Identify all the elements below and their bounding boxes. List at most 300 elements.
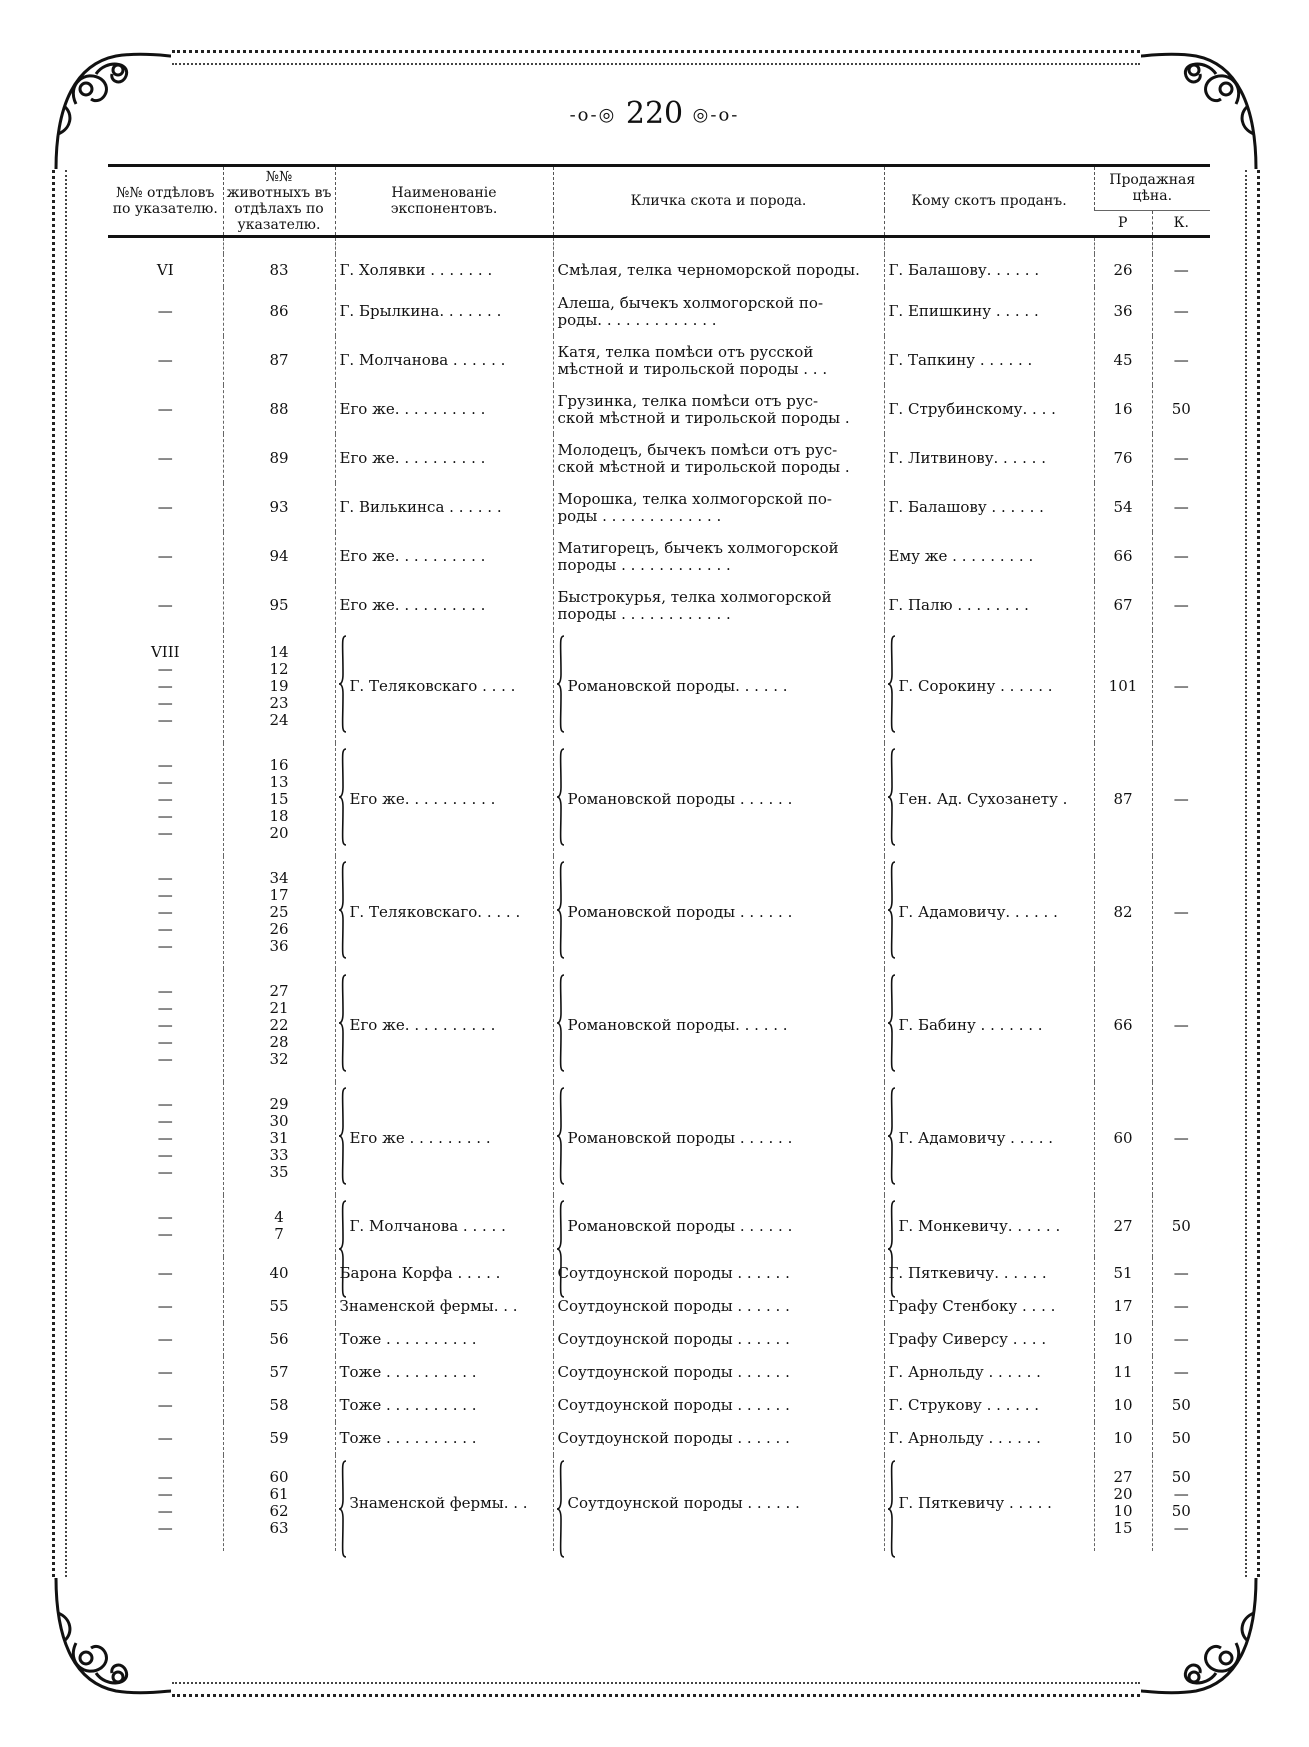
brace-icon [338, 860, 348, 960]
section-cell [108, 743, 223, 856]
section-cell-line: — [157, 694, 173, 712]
price-kopecks-cell-line: — [1173, 1363, 1189, 1381]
table-row [108, 434, 1210, 483]
name-breed-line: роды. . . . . . . . . . . . . [557, 310, 717, 329]
section-cell [108, 581, 223, 630]
buyer-cell [884, 1257, 1094, 1290]
buyer-cell [884, 630, 1094, 743]
buyer-cell-text: Г. Литвинову. . . . . . [888, 449, 1046, 467]
table-row [108, 1455, 1210, 1551]
buyer-cell-text: Графу Сиверсу . . . . [888, 1330, 1047, 1348]
name-breed-cell [553, 743, 884, 856]
section-cell-line: — [157, 1485, 173, 1503]
brace-icon [338, 1459, 348, 1559]
animal-number-cell [223, 254, 335, 287]
price-rubles-cell [1094, 743, 1152, 856]
price-rubles-cell [1094, 532, 1152, 581]
price-kopecks-cell [1152, 336, 1210, 385]
price-kopecks-cell-line: — [1173, 261, 1189, 279]
buyer-cell-text: Г. Арнольду . . . . . . [888, 1363, 1041, 1381]
exhibitor-cell [335, 1422, 553, 1455]
buyer-cell-text: Г. Пяткевичу. . . . . . [888, 1264, 1047, 1282]
buyer-cell-text: Г. Балашову. . . . . . [888, 261, 1040, 279]
section-cell-line: — [157, 1519, 173, 1537]
table-row [108, 1422, 1210, 1455]
animal-number-cell-line: 63 [269, 1519, 289, 1537]
animal-number-cell [223, 1455, 335, 1551]
buyer-cell [884, 1356, 1094, 1389]
brace-icon [556, 1199, 566, 1299]
section-cell-line: — [157, 1033, 173, 1051]
price-kopecks-cell [1152, 483, 1210, 532]
animal-number-cell-line: 83 [269, 261, 289, 279]
name-breed-line: Грузинка, телка помѣси отъ рус- [557, 391, 819, 410]
name-breed-line: Соутдоунской породы . . . . . . [567, 1493, 800, 1512]
animal-number-cell [223, 532, 335, 581]
price-kopecks-cell [1152, 254, 1210, 287]
price-kopecks-cell-line: — [1173, 903, 1189, 921]
section-cell [108, 1323, 223, 1356]
animal-number-cell-line: 29 [269, 1095, 289, 1113]
price-rubles-cell [1094, 581, 1152, 630]
name-breed-line: Соутдоунской породы . . . . . . [557, 1297, 790, 1315]
header-rubles: Р [1094, 210, 1152, 236]
table-body [108, 237, 1210, 1552]
animal-number-cell-line: 89 [269, 449, 289, 467]
buyer-cell [884, 1422, 1094, 1455]
exhibitor-cell [335, 1082, 553, 1195]
animal-number-cell [223, 630, 335, 743]
section-cell-line: — [157, 1363, 173, 1381]
section-cell [108, 385, 223, 434]
exhibitor-cell [335, 581, 553, 630]
section-cell-line: — [157, 1225, 173, 1243]
price-rubles-cell-line: 27 [1113, 1468, 1133, 1486]
table-row [108, 336, 1210, 385]
section-cell-line: — [157, 1016, 173, 1034]
price-kopecks-cell-line: — [1173, 449, 1189, 467]
price-rubles-cell-line: 87 [1113, 790, 1133, 808]
price-kopecks-cell [1152, 1290, 1210, 1323]
buyer-cell-text: Г. Епишкину . . . . . [888, 302, 1039, 320]
animal-number-cell-line: 26 [269, 920, 289, 938]
animal-number-cell [223, 1422, 335, 1455]
name-breed-cell [553, 1422, 884, 1455]
animal-number-cell-line: 60 [269, 1468, 289, 1486]
animal-number-cell-line: 34 [269, 869, 289, 887]
price-rubles-cell [1094, 1323, 1152, 1356]
section-cell-line: — [157, 1208, 173, 1226]
name-breed-cell [553, 969, 884, 1082]
section-cell-line: — [157, 824, 173, 842]
buyer-cell-text: Г. Тапкину . . . . . . [888, 351, 1033, 369]
table-row [108, 483, 1210, 532]
name-breed-line: Соутдоунской породы . . . . . . [557, 1330, 790, 1348]
animal-number-cell [223, 1082, 335, 1195]
name-breed-line: породы . . . . . . . . . . . . [557, 555, 731, 574]
animal-number-cell-line: 62 [269, 1502, 289, 1520]
table-row [108, 1257, 1210, 1290]
animal-number-cell-line: 59 [269, 1429, 289, 1447]
table-row [108, 630, 1210, 743]
exhibitor-cell-text: Г. Молчанова . . . . . . [339, 351, 506, 369]
exhibitor-cell [335, 1356, 553, 1389]
name-breed-line: Соутдоунской породы . . . . . . [557, 1363, 790, 1381]
price-rubles-cell-line: 66 [1113, 1016, 1133, 1034]
name-breed-cell [553, 1257, 884, 1290]
animal-number-cell [223, 1389, 335, 1422]
price-kopecks-cell-line: — [1173, 1129, 1189, 1147]
exhibitor-cell-text: Его же . . . . . . . . . [349, 1129, 491, 1147]
animal-number-cell [223, 743, 335, 856]
brace-icon [887, 1459, 897, 1559]
section-cell-line: VIII [150, 643, 180, 661]
animal-number-cell-line: 86 [269, 302, 289, 320]
buyer-cell-text: Г. Монкевичу. . . . . . [898, 1216, 1061, 1235]
price-rubles-cell-line: 45 [1113, 351, 1133, 369]
price-kopecks-cell [1152, 743, 1210, 856]
price-rubles-cell-line: 67 [1113, 596, 1133, 614]
price-rubles-cell [1094, 385, 1152, 434]
brace-icon [556, 973, 566, 1073]
section-cell [108, 1195, 223, 1257]
animal-number-cell-line: 28 [269, 1033, 289, 1051]
animal-number-cell-line: 33 [269, 1146, 289, 1164]
name-breed-line: Соутдоунской породы . . . . . . [557, 1264, 790, 1282]
buyer-cell [884, 254, 1094, 287]
section-cell-line: — [157, 903, 173, 921]
animal-number-cell-line: 18 [269, 807, 289, 825]
buyer-cell [884, 287, 1094, 336]
section-cell-line: — [157, 498, 173, 516]
buyer-cell [884, 385, 1094, 434]
section-cell-line: VI [156, 261, 174, 279]
exhibitor-cell-text: Г. Холявки . . . . . . . [339, 261, 493, 279]
section-cell-line: — [157, 351, 173, 369]
table-row [108, 1195, 1210, 1257]
buyer-cell [884, 532, 1094, 581]
name-breed-line: роды . . . . . . . . . . . . . [557, 506, 722, 525]
buyer-cell-text: Г. Балашову . . . . . . [888, 498, 1044, 516]
buyer-cell-text: Г. Палю . . . . . . . . [888, 596, 1029, 614]
price-kopecks-cell-line: — [1173, 1519, 1189, 1537]
name-breed-line: Романовской породы. . . . . . [567, 1016, 788, 1034]
exhibitor-cell-text: Тоже . . . . . . . . . . [339, 1330, 477, 1348]
price-rubles-cell [1094, 1290, 1152, 1323]
buyer-cell-text: Г. Пяткевичу . . . . . [898, 1493, 1052, 1512]
section-cell-line: — [157, 869, 173, 887]
price-kopecks-cell-line: — [1173, 547, 1189, 565]
exhibitor-cell [335, 1323, 553, 1356]
section-cell-line: — [157, 982, 173, 1000]
name-breed-line: Катя, телка помѣси отъ русской [557, 342, 814, 361]
buyer-cell-text: Г. Арнольду . . . . . . [888, 1429, 1041, 1447]
price-rubles-cell-line: 26 [1113, 261, 1133, 279]
section-cell [108, 630, 223, 743]
border-top [172, 50, 1140, 65]
name-breed-line: Романовской породы . . . . . . [567, 1129, 793, 1147]
price-rubles-cell [1094, 1195, 1152, 1257]
price-kopecks-cell [1152, 1257, 1210, 1290]
exhibitor-cell [335, 434, 553, 483]
buyer-cell-text: Г. Струбинскому. . . . [888, 400, 1056, 418]
buyer-cell [884, 434, 1094, 483]
section-cell-line: — [157, 937, 173, 955]
section-cell-line: — [157, 1146, 173, 1164]
buyer-cell [884, 581, 1094, 630]
table-row [108, 856, 1210, 969]
price-kopecks-cell-line: — [1173, 1297, 1189, 1315]
price-rubles-cell [1094, 856, 1152, 969]
buyer-cell [884, 1323, 1094, 1356]
animal-number-cell-line: 30 [269, 1112, 289, 1130]
table-row [108, 743, 1210, 856]
animal-number-cell [223, 1323, 335, 1356]
brace-icon [556, 860, 566, 960]
spacer-row [108, 237, 1210, 255]
animal-number-cell-line: 19 [269, 677, 289, 695]
price-rubles-cell-line: 66 [1113, 547, 1133, 565]
section-cell-line: — [157, 449, 173, 467]
price-kopecks-cell-line: — [1173, 596, 1189, 614]
price-kopecks-cell [1152, 1323, 1210, 1356]
animal-number-cell-line: 61 [269, 1485, 289, 1503]
animal-number-cell [223, 1257, 335, 1290]
animal-number-cell-line: 4 [274, 1208, 284, 1226]
buyer-cell [884, 1389, 1094, 1422]
price-kopecks-cell-line: — [1173, 790, 1189, 808]
section-cell-line: — [157, 660, 173, 678]
price-kopecks-cell-line: — [1173, 1485, 1189, 1503]
buyer-cell-text: Ему же . . . . . . . . . [888, 547, 1034, 565]
header-buyer: Кому скотъ проданъ. [884, 166, 1094, 237]
name-breed-line: Соутдоунской породы . . . . . . [557, 1429, 790, 1447]
animal-number-cell-line: 20 [269, 824, 289, 842]
name-breed-cell [553, 581, 884, 630]
exhibitor-cell-text: Тоже . . . . . . . . . . [339, 1396, 477, 1414]
price-rubles-cell-line: 27 [1113, 1216, 1133, 1235]
brace-icon [887, 1086, 897, 1186]
section-cell-line: — [157, 400, 173, 418]
animal-number-cell-line: 56 [269, 1330, 289, 1348]
section-cell [108, 1389, 223, 1422]
buyer-cell [884, 483, 1094, 532]
exhibitor-cell [335, 743, 553, 856]
price-rubles-cell-line: 10 [1113, 1502, 1133, 1520]
price-kopecks-cell [1152, 630, 1210, 743]
section-cell-line: — [157, 711, 173, 729]
price-kopecks-cell-line: 50 [1171, 1396, 1191, 1414]
section-cell-line: — [157, 302, 173, 320]
brace-icon [338, 634, 348, 734]
animal-number-cell-line: 88 [269, 400, 289, 418]
animal-number-cell-line: 15 [269, 790, 289, 808]
price-rubles-cell [1094, 1356, 1152, 1389]
price-rubles-cell [1094, 254, 1152, 287]
price-kopecks-cell-line: — [1173, 677, 1189, 695]
exhibitor-cell-text: Его же. . . . . . . . . . [339, 449, 486, 467]
exhibitor-cell-text: Тоже . . . . . . . . . . [339, 1363, 477, 1381]
exhibitor-cell-text: Тоже . . . . . . . . . . [339, 1429, 477, 1447]
name-breed-cell [553, 856, 884, 969]
section-cell-line: — [157, 1112, 173, 1130]
price-kopecks-cell-line: — [1173, 351, 1189, 369]
animal-number-cell [223, 1195, 335, 1257]
animal-number-cell [223, 385, 335, 434]
price-rubles-cell-line: 54 [1113, 498, 1133, 516]
header-name-breed: Кличка скота и порода. [553, 166, 884, 237]
exhibitor-cell-text: Г. Молчанова . . . . . [349, 1216, 506, 1235]
exhibitor-cell-text: Г. Теляковскаго . . . . [349, 677, 516, 695]
table-row [108, 969, 1210, 1082]
animal-number-cell-line: 23 [269, 694, 289, 712]
border-bottom [172, 1682, 1140, 1697]
name-breed-line: Романовской породы . . . . . . [567, 1216, 793, 1235]
table-row [108, 581, 1210, 630]
animal-number-cell-line: 31 [269, 1129, 289, 1147]
name-breed-cell [553, 1082, 884, 1195]
animal-number-cell-line: 16 [269, 756, 289, 774]
buyer-cell [884, 336, 1094, 385]
exhibitor-cell-text: Г. Теляковскаго. . . . . [349, 903, 521, 921]
animal-number-cell-line: 7 [274, 1225, 284, 1243]
exhibitor-cell-text: Знаменской фермы. . . [339, 1297, 518, 1315]
animal-number-cell-line: 94 [269, 547, 289, 565]
buyer-cell [884, 1455, 1094, 1551]
header-row [108, 166, 1210, 211]
name-breed-cell [553, 434, 884, 483]
section-cell [108, 969, 223, 1082]
section-cell [108, 1422, 223, 1455]
brace-icon [338, 1199, 348, 1299]
section-cell-line: — [157, 773, 173, 791]
animal-number-cell-line: 24 [269, 711, 289, 729]
animal-number-cell-line: 22 [269, 1016, 289, 1034]
brace-icon [887, 860, 897, 960]
price-kopecks-cell [1152, 969, 1210, 1082]
buyer-cell [884, 1082, 1094, 1195]
price-rubles-cell-line: 11 [1113, 1363, 1133, 1381]
animal-number-cell-line: 14 [269, 643, 289, 661]
animal-number-cell-line: 55 [269, 1297, 289, 1315]
section-cell-line: — [157, 1502, 173, 1520]
name-breed-cell [553, 336, 884, 385]
name-breed-cell [553, 254, 884, 287]
brace-icon [556, 1086, 566, 1186]
border-left [52, 170, 67, 1577]
section-cell-line: — [157, 1396, 173, 1414]
price-kopecks-cell [1152, 1455, 1210, 1551]
price-kopecks-cell [1152, 856, 1210, 969]
price-rubles-cell [1094, 287, 1152, 336]
animal-number-cell-line: 21 [269, 999, 289, 1017]
brace-icon [887, 747, 897, 847]
table-row [108, 385, 1210, 434]
price-kopecks-cell [1152, 434, 1210, 483]
section-cell [108, 287, 223, 336]
page-number-value: 220 [625, 96, 684, 131]
buyer-cell [884, 856, 1094, 969]
buyer-cell-text: Г. Сорокину . . . . . . [898, 677, 1053, 695]
price-kopecks-cell [1152, 1389, 1210, 1422]
price-kopecks-cell-line: — [1173, 302, 1189, 320]
brace-icon [338, 747, 348, 847]
animal-number-cell-line: 13 [269, 773, 289, 791]
price-rubles-cell-line: 10 [1113, 1396, 1133, 1414]
exhibitor-cell-text: Г. Брылкина. . . . . . . [339, 302, 502, 320]
section-cell-line: — [157, 1129, 173, 1147]
price-rubles-cell [1094, 1455, 1152, 1551]
section-cell [108, 254, 223, 287]
animal-number-cell [223, 1290, 335, 1323]
price-kopecks-cell [1152, 385, 1210, 434]
animal-number-cell [223, 969, 335, 1082]
price-rubles-cell [1094, 969, 1152, 1082]
brace-icon [338, 1086, 348, 1186]
price-rubles-cell [1094, 1082, 1152, 1195]
section-cell-line: — [157, 547, 173, 565]
header-section: №№ отдѣловъ по указателю. [108, 166, 223, 237]
exhibitor-cell-text: Его же. . . . . . . . . . [349, 790, 496, 808]
section-cell-line: — [157, 1468, 173, 1486]
price-kopecks-cell [1152, 532, 1210, 581]
name-breed-line: мѣстной и тирольской породы . . . [557, 359, 828, 378]
section-cell [108, 532, 223, 581]
name-breed-cell [553, 385, 884, 434]
table-row [108, 287, 1210, 336]
table-row [108, 1290, 1210, 1323]
section-cell [108, 1455, 223, 1551]
price-kopecks-cell-line: — [1173, 1016, 1189, 1034]
exhibitor-cell-text: Знаменской фермы. . . [349, 1493, 528, 1512]
brace-icon [887, 973, 897, 1073]
section-cell [108, 483, 223, 532]
section-cell [108, 336, 223, 385]
exhibitor-cell [335, 630, 553, 743]
exhibitor-cell [335, 969, 553, 1082]
animal-number-cell-line: 27 [269, 982, 289, 1000]
name-breed-line: Морошка, телка холмогорской по- [557, 489, 832, 508]
price-kopecks-cell-line: 50 [1171, 400, 1191, 418]
price-rubles-cell [1094, 434, 1152, 483]
table-row [108, 1389, 1210, 1422]
exhibitor-cell-text: Его же. . . . . . . . . . [339, 547, 486, 565]
price-kopecks-cell [1152, 1082, 1210, 1195]
buyer-cell-text: Г. Адамовичу . . . . . [898, 1129, 1054, 1147]
table-row [108, 254, 1210, 287]
brace-icon [887, 1199, 897, 1299]
animal-number-cell [223, 581, 335, 630]
price-rubles-cell-line: 76 [1113, 449, 1133, 467]
price-rubles-cell-line: 82 [1113, 903, 1133, 921]
animal-number-cell-line: 40 [269, 1264, 289, 1282]
animal-number-cell-line: 87 [269, 351, 289, 369]
price-rubles-cell-line: 101 [1108, 677, 1138, 695]
name-breed-line: породы . . . . . . . . . . . . [557, 604, 731, 623]
exhibitor-cell [335, 856, 553, 969]
table-row [108, 1082, 1210, 1195]
buyer-cell-text: Г. Адамовичу. . . . . . [898, 903, 1058, 921]
name-breed-cell [553, 1323, 884, 1356]
border-right [1245, 170, 1260, 1577]
price-rubles-cell-line: 20 [1113, 1485, 1133, 1503]
exhibitor-cell [335, 336, 553, 385]
name-breed-line: Быстрокурья, телка холмогорской [557, 587, 832, 606]
section-cell [108, 434, 223, 483]
exhibitor-cell [335, 1290, 553, 1323]
name-breed-cell [553, 287, 884, 336]
animal-number-cell-line: 57 [269, 1363, 289, 1381]
